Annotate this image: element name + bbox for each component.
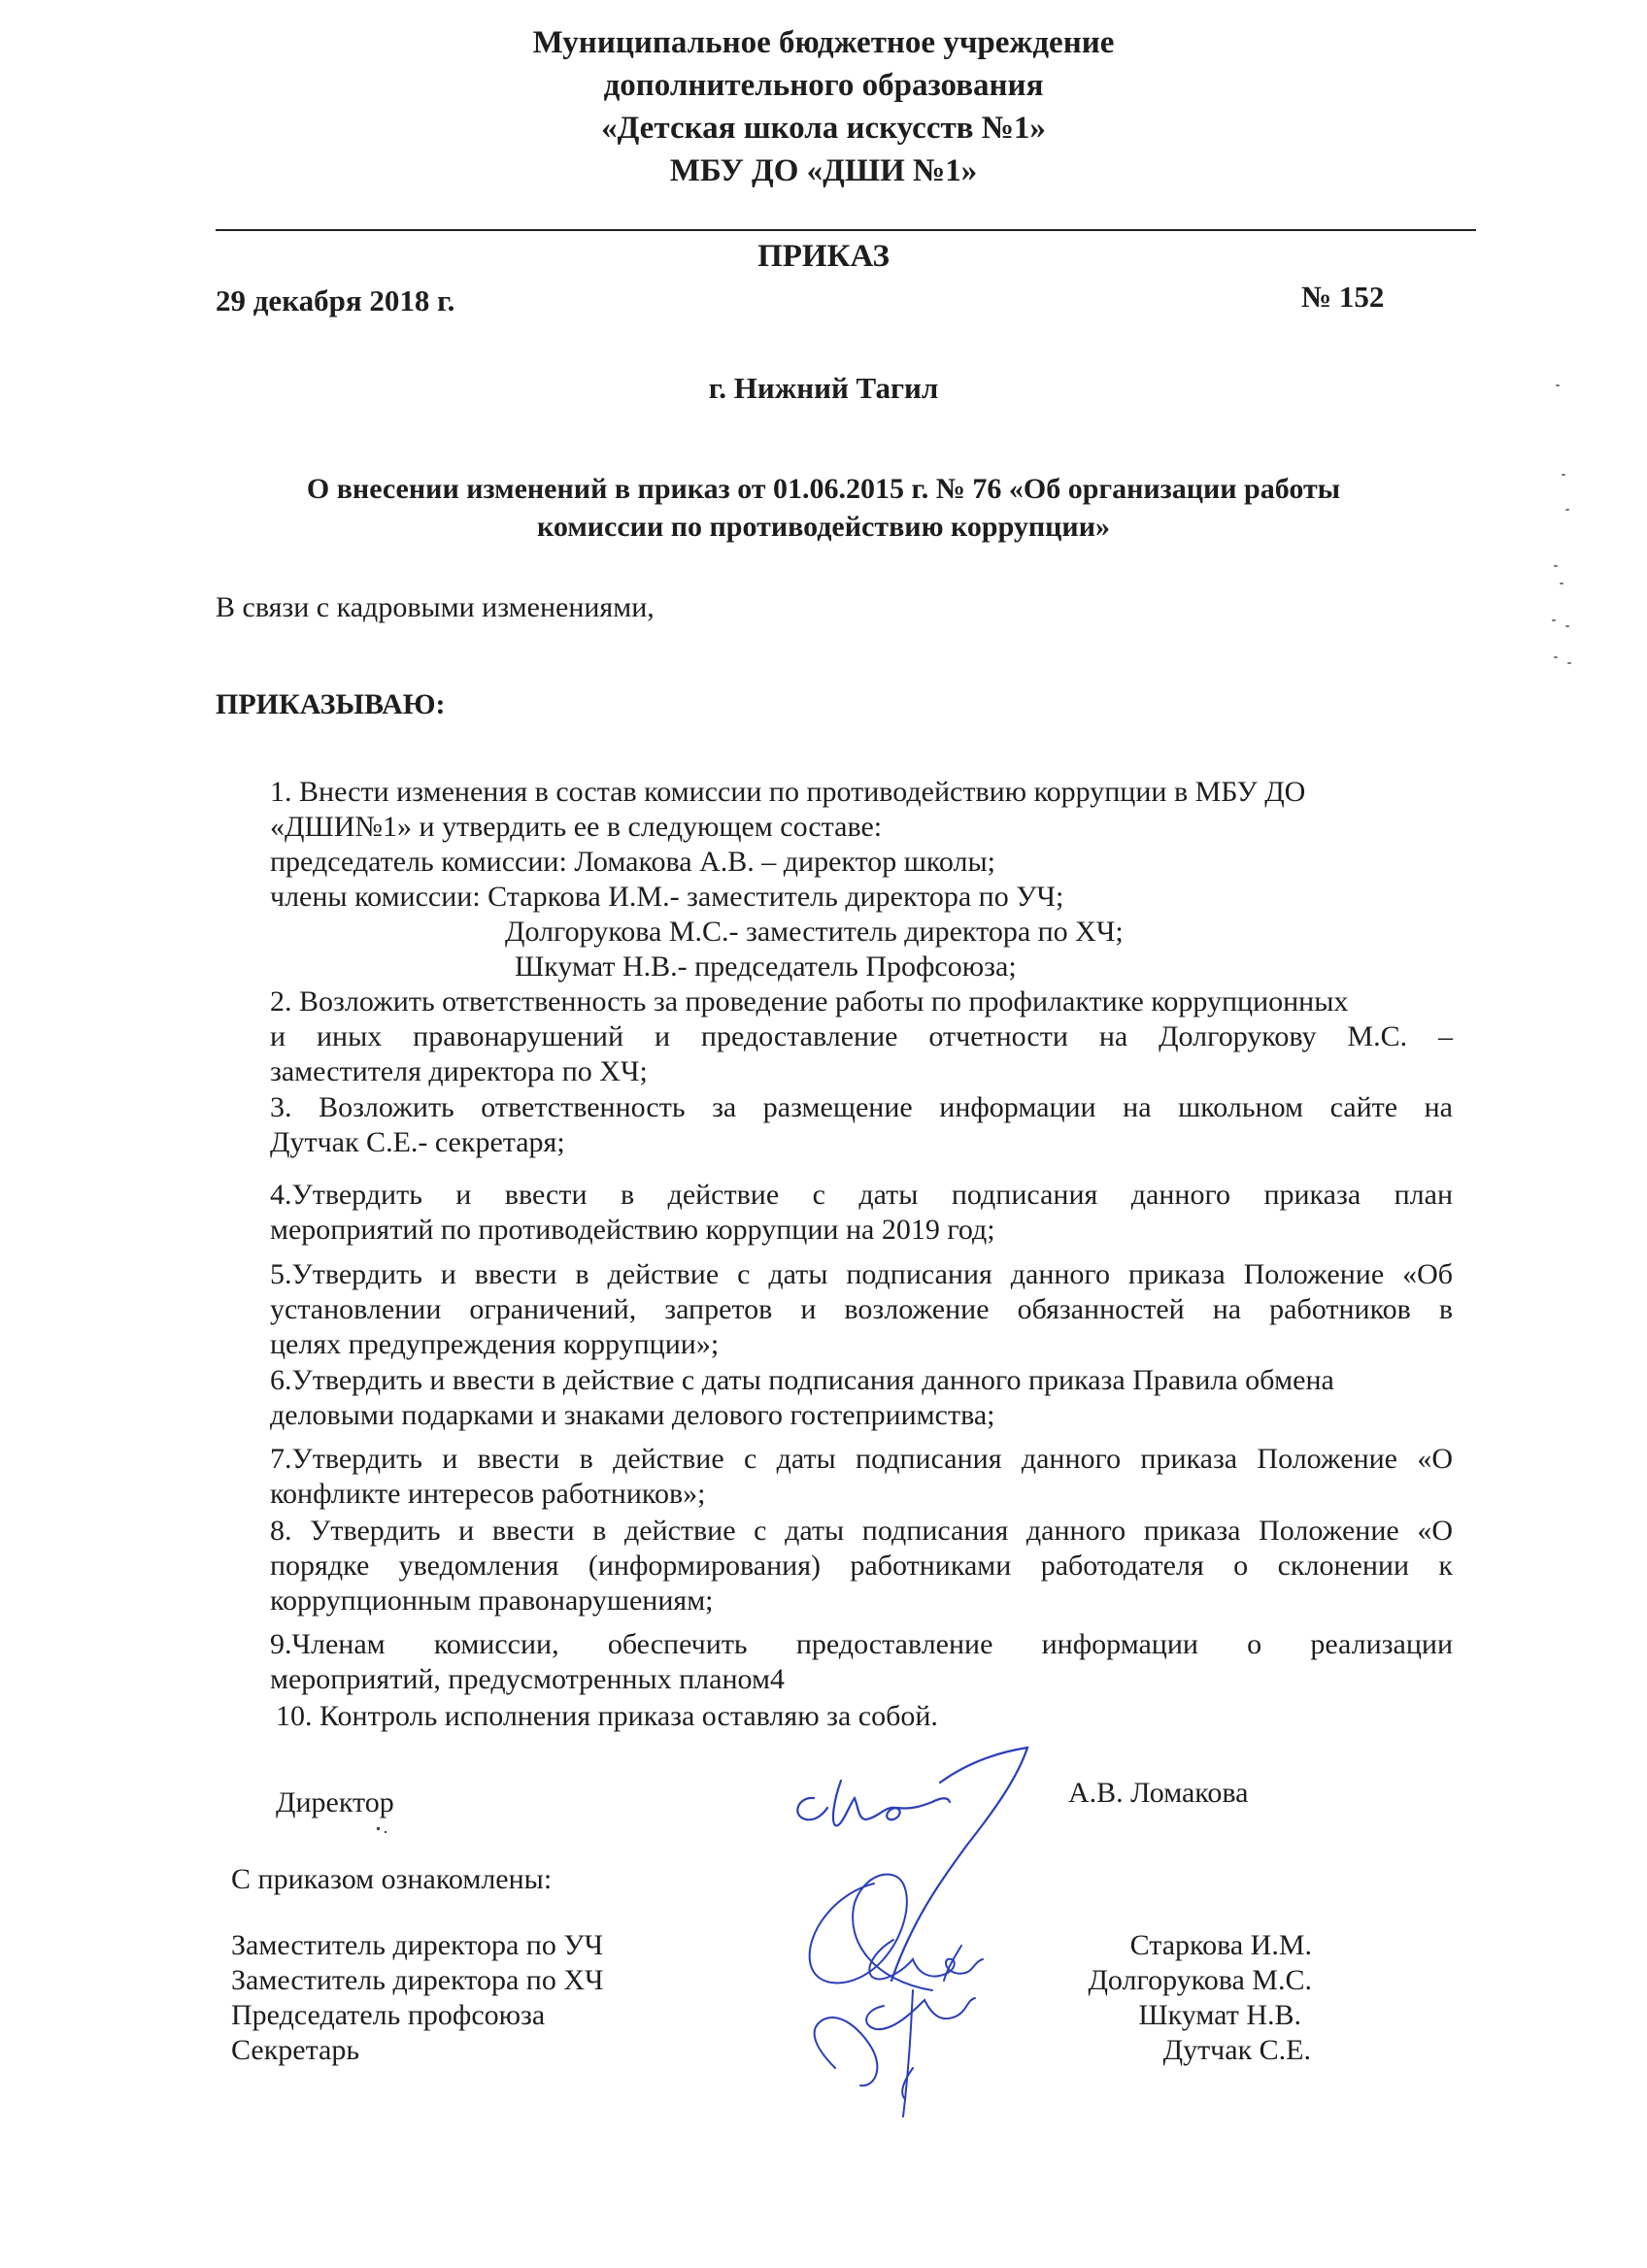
body-line: 2. Возложить ответственность за проведение работы по профилактике коррупционных [270, 985, 1349, 1017]
acquainted-signatures [767, 1845, 1078, 2136]
decree-word: ПРИКАЗЫВАЮ: [216, 688, 446, 720]
header-line-2: дополнительного образования [603, 68, 1044, 103]
director-name: А.В. Ломакова [1068, 1777, 1249, 1809]
body-line: члены комиссии: Старкова И.М.- заместитель директора по УЧ; [270, 881, 1064, 913]
header-divider [216, 229, 1476, 231]
header-line-1: Муниципальное бюджетное учреждение [532, 25, 1115, 60]
body-line: Дутчак С.Е.- секретаря; [270, 1126, 565, 1158]
body-line: и иных правонарушений и предоставление отчетности на Долгорукову М.С. – [270, 1020, 1453, 1052]
scan-speck [1565, 625, 1569, 627]
acquainted-name: Старкова И.М. [1129, 1929, 1312, 1961]
acquainted-position: Заместитель директора по ХЧ [231, 1964, 604, 1996]
acquainted-position: Секретарь [231, 2034, 360, 2066]
acquainted-name: Шкумат Н.В. [1138, 1999, 1301, 2031]
body-line: Долгорукова М.С.- заместитель директора по ХЧ; [505, 916, 1124, 948]
order-date: 29 декабря 2018 г. [216, 284, 455, 317]
body-line: 6.Утвердить и ввести в действие с даты подписания данного приказа Правила обмена [270, 1364, 1334, 1396]
body-line: установлении ограничений, запретов и возложение обязанностей на работников в [270, 1293, 1453, 1325]
order-subject-line-1: О внесении изменений в приказ от 01.06.2015 г. № 76 «Об организации работы [306, 473, 1341, 505]
body-line: заместителя директора по ХЧ; [270, 1055, 648, 1087]
body-line: 10. Контроль исполнения приказа оставляю за собой. [276, 1700, 938, 1732]
body-line: мероприятий, предусмотренных планом4 [270, 1663, 785, 1695]
scan-speck [1562, 474, 1565, 476]
scan-speck [1565, 509, 1569, 511]
acquainted-name: Дутчак С.Е. [1162, 2034, 1311, 2066]
body-line: порядке уведомления (информирования) работниками работодателя о склонении к [270, 1550, 1453, 1582]
body-line: 5.Утвердить и ввести в действие с даты подписания данного приказа Положение «Об [270, 1258, 1453, 1290]
order-city: г. Нижний Тагил [708, 371, 939, 405]
body-line: 3. Возложить ответственность за размещение информации на школьном сайте на [270, 1091, 1453, 1123]
body-line: 7.Утвердить и ввести в действие с даты подписания данного приказа Положение «О [270, 1443, 1453, 1475]
body-line: 8. Утвердить и ввести в действие с даты подписания данного приказа Положение «О [270, 1515, 1453, 1547]
ink-speck [377, 1827, 380, 1830]
acquainted-position: Председатель профсоюза [231, 1999, 546, 2031]
scan-speck [1560, 583, 1563, 584]
header-line-3: «Детская школа искусств №1» [601, 111, 1046, 146]
scan-speck [1554, 565, 1558, 567]
ink-speck [385, 1831, 387, 1833]
header-line-4: МБУ ДО «ДШИ №1» [669, 153, 978, 188]
body-line: 9.Членам комиссии, обеспечить предоставление информации о реализации [270, 1628, 1453, 1660]
body-line: конфликте интересов работников»; [270, 1478, 706, 1510]
body-line: 1. Внести изменения в состав комиссии по противодействию коррупции в МБУ ДО [270, 776, 1306, 808]
body-line: председатель комиссии: Ломакова А.В. – директор школы; [270, 846, 995, 878]
body-line: деловыми подарками и знаками делового гостеприимства; [270, 1399, 995, 1431]
body-line: целях предупреждения коррупции»; [270, 1328, 720, 1360]
scan-speck [1552, 619, 1556, 621]
body-line: мероприятий по противодействию коррупции на 2019 год; [270, 1214, 995, 1246]
scan-speck [1554, 656, 1558, 658]
acquainted-title: С приказом ознакомлены: [231, 1863, 553, 1895]
director-position: Директор [276, 1786, 394, 1818]
body-line: коррупционным правонарушениям; [270, 1584, 714, 1617]
order-subject-line-2: комиссии по противодействию коррупции» [537, 511, 1110, 543]
body-line: Шкумат Н.В.- председатель Профсоюза; [515, 951, 1017, 983]
scan-speck [1556, 384, 1560, 386]
order-title: ПРИКАЗ [757, 239, 890, 274]
scan-speck [1567, 662, 1571, 664]
body-line: 4.Утвердить и ввести в действие с даты подписания данного приказа план [270, 1179, 1453, 1211]
order-number: № 152 [1301, 280, 1385, 314]
acquainted-name: Долгорукова М.С. [1088, 1964, 1312, 1996]
body-line: «ДШИ№1» и утвердить ее в следующем составе: [270, 811, 883, 843]
acquainted-position: Заместитель директора по УЧ [231, 1929, 604, 1961]
preamble: В связи с кадровыми изменениями, [216, 591, 655, 623]
